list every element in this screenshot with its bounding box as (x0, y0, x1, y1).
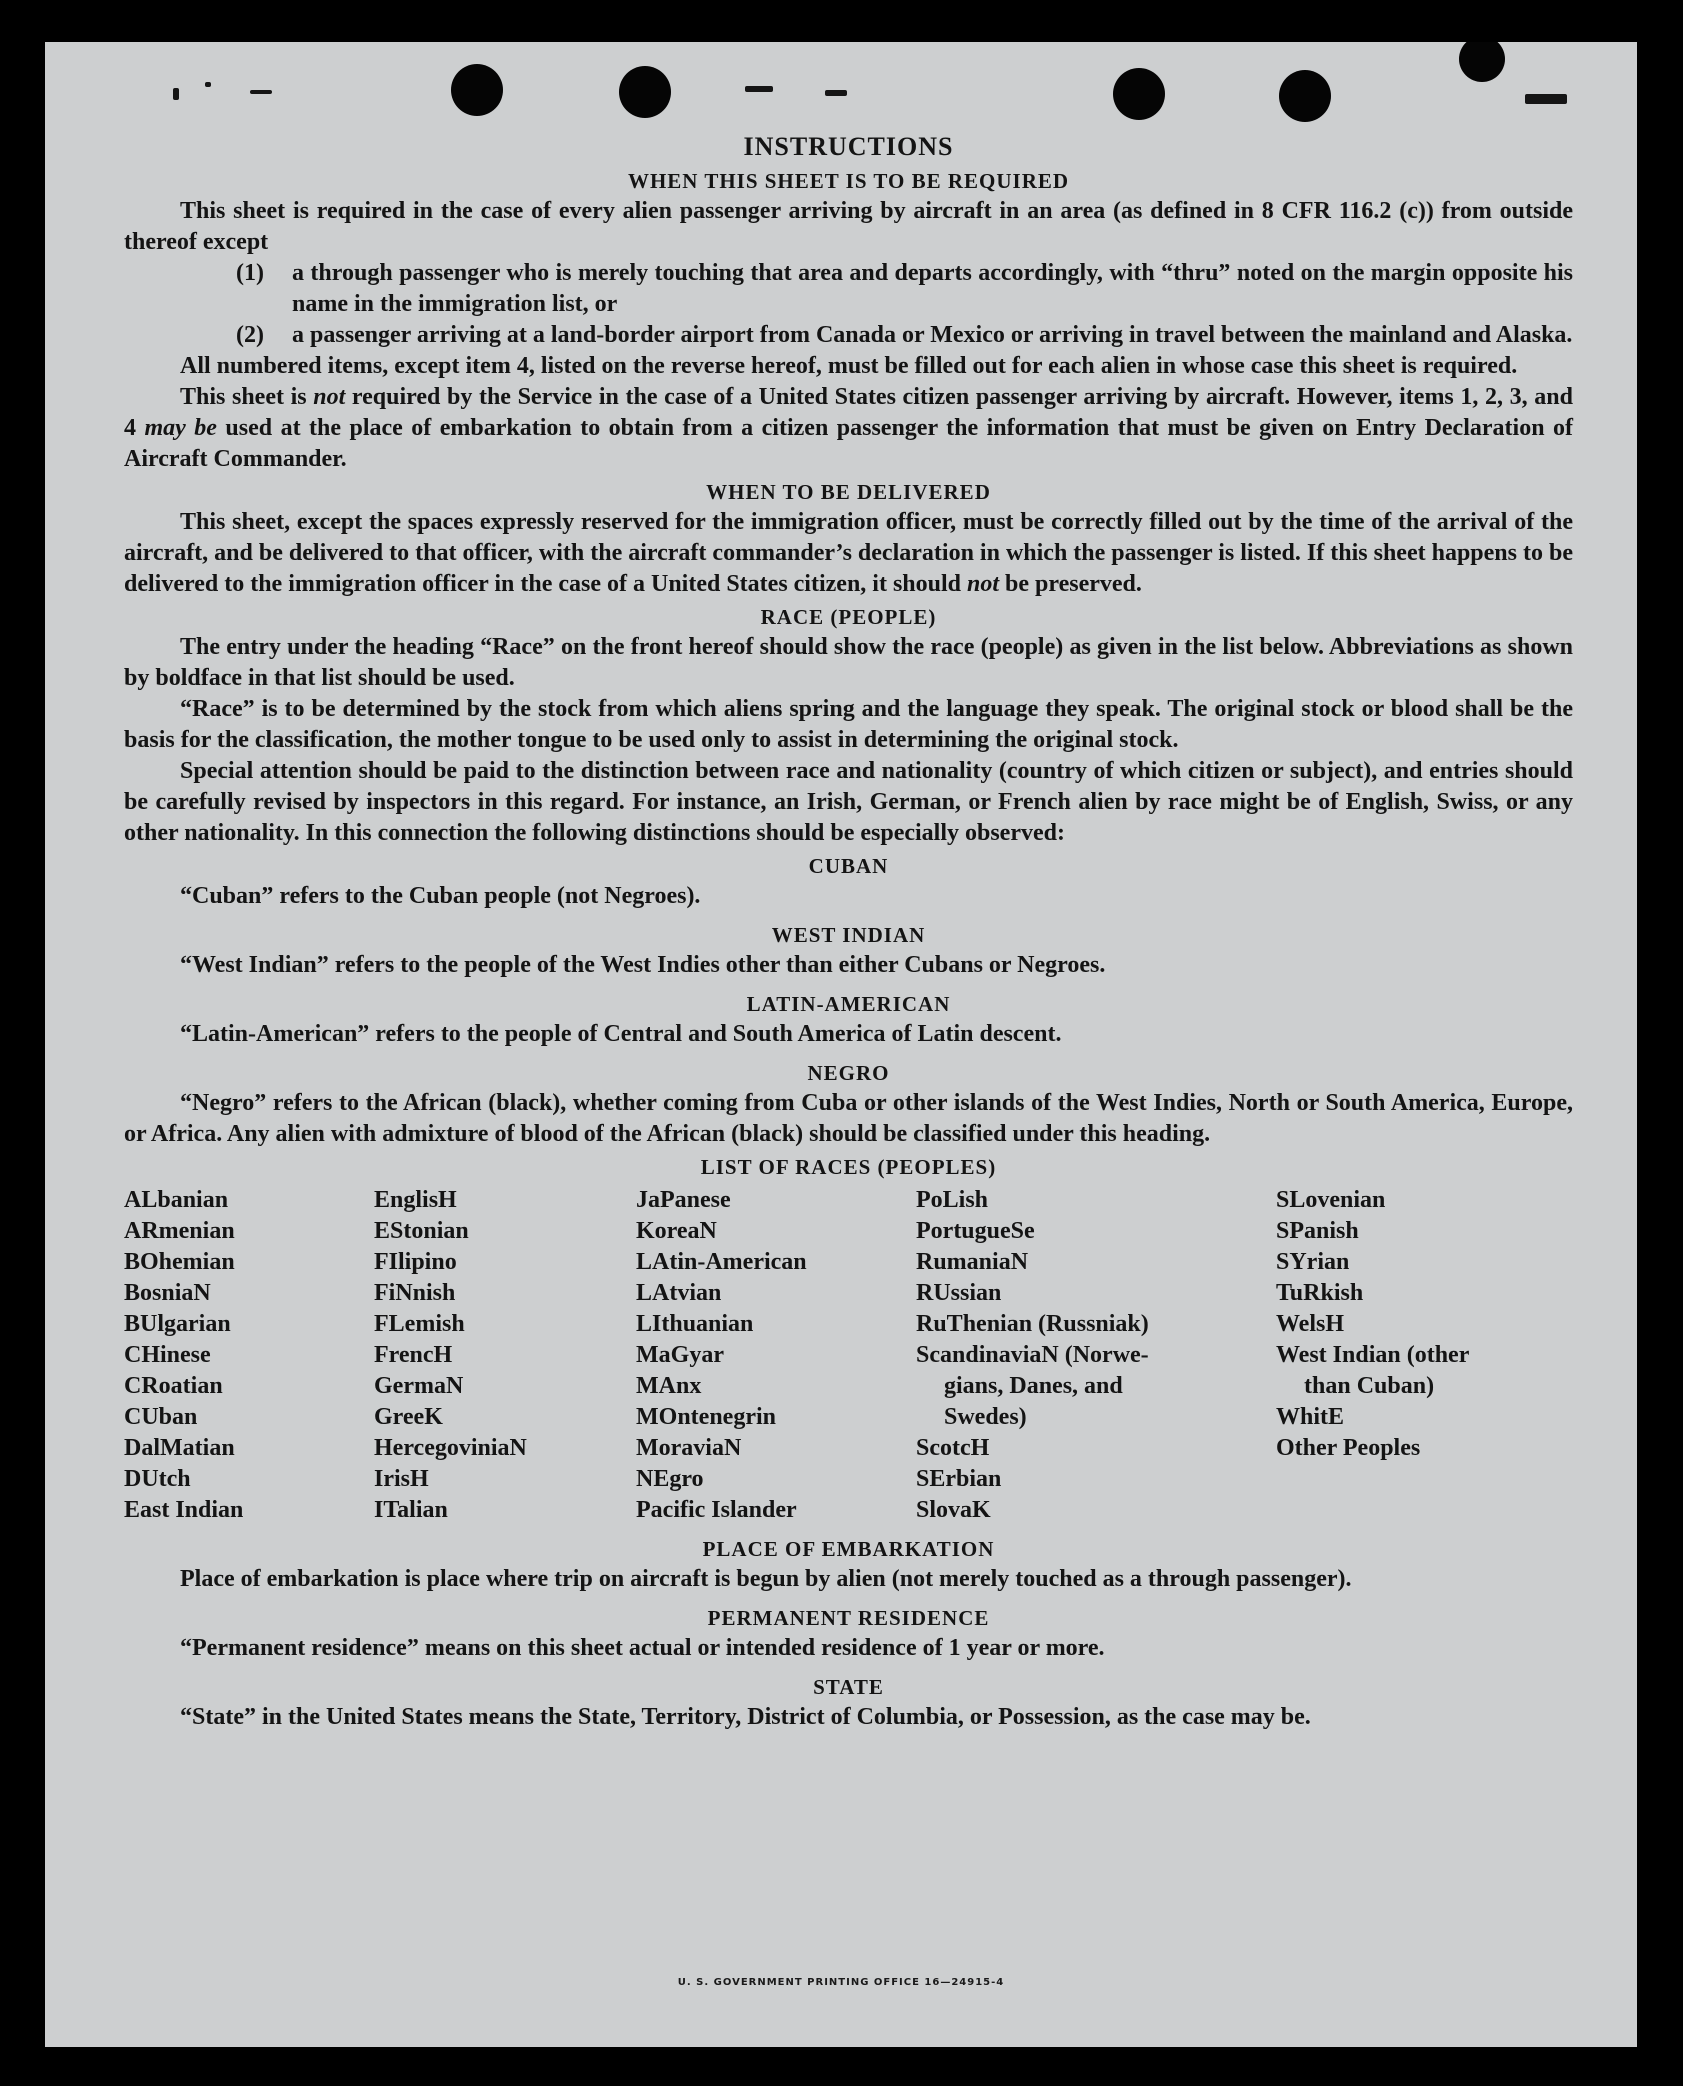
section-heading-state: STATE (813, 1675, 884, 1699)
section-heading-race: RACE (PEOPLE) (760, 605, 937, 629)
section-heading-west-indian: WEST INDIAN (771, 923, 926, 947)
punch-hole (1113, 68, 1165, 120)
race-item: ScotcH (916, 1435, 990, 1461)
race-item: MoraviaN (636, 1435, 742, 1461)
race-item: TuRkish (1276, 1280, 1364, 1306)
section-heading-cuban: CUBAN (808, 854, 889, 878)
race-column-5 (1276, 1185, 1573, 1526)
race-item: NEgro (636, 1466, 704, 1492)
race-item: LAtvian (636, 1280, 722, 1306)
race-item: BOhemian (124, 1249, 235, 1275)
race-paragraph-1: The entry under the heading “Race” on the front hereof should show the race (people) as given in the list below. Abbreviations as shown by boldface in that list should be used. (124, 634, 1573, 691)
section-heading-embarkation: PLACE OF EMBARKATION (702, 1537, 995, 1561)
race-item: GermaN (374, 1373, 464, 1399)
exception-item-1 (236, 258, 1573, 320)
citizen-paragraph: This sheet is not required by the Service in the case of a United States citizen passenger arriving by aircraft. However, items 1, 2, 3, and 4 may be used at the place of embarkation to obtain from a citizen passenger the information that must be given on Entry Declaration of Aircraft Commander. (124, 384, 1574, 472)
list-of-races (124, 1185, 1573, 1526)
race-item: KoreaN (636, 1218, 717, 1244)
race-item: BosniaN (124, 1280, 211, 1306)
race-item: West Indian (other (1276, 1342, 1470, 1368)
punch-hole (451, 64, 503, 116)
ink-speck (250, 90, 272, 94)
race-item-continued: Swedes) (944, 1404, 1027, 1430)
punch-hole (1279, 70, 1331, 122)
section-heading-required: WHEN THIS SHEET IS TO BE REQUIRED (627, 169, 1070, 193)
section-heading-latin-american: LATIN-AMERICAN (746, 992, 951, 1016)
item-text: a passenger arriving at a land-border airport from Canada or Mexico or arriving in travel between the mainland and Alaska. (292, 322, 1573, 348)
race-item: BUlgarian (124, 1311, 231, 1337)
race-item: LAtin-American (636, 1249, 807, 1275)
instructions-content (124, 130, 1573, 1733)
race-item: FrencH (374, 1342, 453, 1368)
cuban-definition: “Cuban” refers to the Cuban people (not Negroes). (180, 883, 701, 909)
race-item: RUssian (916, 1280, 1002, 1306)
race-item-continued: gians, Danes, and (944, 1373, 1123, 1399)
race-item: IrisH (374, 1466, 429, 1492)
section-heading-permanent-residence: PERMANENT RESIDENCE (707, 1606, 990, 1630)
race-item: ALbanian (124, 1187, 229, 1213)
race-item: SErbian (916, 1466, 1002, 1492)
race-item: ITalian (374, 1497, 448, 1523)
race-item: ARmenian (124, 1218, 235, 1244)
race-item: PortugueSe (916, 1218, 1035, 1244)
punch-hole (1459, 42, 1505, 82)
section-heading-list-of-races: LIST OF RACES (PEOPLES) (700, 1155, 997, 1179)
race-item: CHinese (124, 1342, 211, 1368)
race-item: LIthuanian (636, 1311, 754, 1337)
race-item: RuThenian (Russniak) (916, 1311, 1149, 1337)
race-item: CUban (124, 1404, 198, 1430)
race-item: SYrian (1276, 1249, 1350, 1275)
race-column-4 (916, 1185, 1276, 1526)
document-sheet (45, 42, 1637, 2047)
race-item-continued: than Cuban) (1304, 1373, 1435, 1399)
negro-definition: “Negro” refers to the African (black), whether coming from Cuba or other islands of the West Indies, North or South America, Europe, or Africa. Any alien with admixture of blood of the African (black) should be classified under this heading. (124, 1090, 1573, 1147)
race-item: ScandinaviaN (Norwe- (916, 1342, 1149, 1368)
ink-speck (205, 82, 211, 87)
west-indian-definition: “West Indian” refers to the people of the West Indies other than either Cubans or Negroes. (180, 952, 1106, 978)
embarkation-definition: Place of embarkation is place where trip on aircraft is begun by alien (not merely touched as a through passenger). (180, 1566, 1352, 1592)
race-item: CRoatian (124, 1373, 223, 1399)
section-heading-negro: NEGRO (807, 1061, 890, 1085)
latin-american-definition: “Latin-American” refers to the people of Central and South America of Latin descent. (180, 1021, 1062, 1047)
race-item: FiNnish (374, 1280, 456, 1306)
race-item: Other Peoples (1276, 1435, 1421, 1461)
page-title: INSTRUCTIONS (743, 132, 954, 161)
item-text: a through passenger who is merely touching that area and departs accordingly, with “thru” noted on the margin opposite his name in the immigration list, or (292, 260, 1573, 317)
printing-office-footer: U. S. GOVERNMENT PRINTING OFFICE 16—24915-4 (677, 1977, 1005, 1988)
race-item: PoLish (916, 1187, 989, 1213)
race-paragraph-2: “Race” is to be determined by the stock from which aliens spring and the language they speak. The original stock or blood shall be the basis for the classification, the mother tongue to be used only to assist in determining the original stock. (124, 696, 1573, 753)
race-item: SlovaK (916, 1497, 991, 1523)
race-item: MaGyar (636, 1342, 724, 1368)
race-item: Pacific Islander (636, 1497, 797, 1523)
item-number: (1) (236, 260, 264, 286)
race-item: GreeK (374, 1404, 443, 1430)
race-item: HercegoviniaN (374, 1435, 527, 1461)
required-paragraph: This sheet is required in the case of every alien passenger arriving by aircraft in an area (as defined in 8 CFR 116.2 (c)) from outside thereof except (124, 198, 1573, 255)
permanent-residence-definition: “Permanent residence” means on this sheet actual or intended residence of 1 year or more. (180, 1635, 1105, 1661)
ink-speck (173, 88, 179, 100)
race-item: MAnx (636, 1373, 702, 1399)
ink-speck (745, 86, 773, 92)
punch-hole (619, 66, 671, 118)
race-item: FLemish (374, 1311, 465, 1337)
item-number: (2) (236, 322, 264, 348)
race-item: SPanish (1276, 1218, 1359, 1244)
exception-item-2 (236, 320, 1573, 351)
race-item: DUtch (124, 1466, 191, 1492)
race-column-3 (636, 1185, 916, 1526)
race-item: JaPanese (636, 1187, 731, 1213)
state-definition: “State” in the United States means the State, Territory, District of Columbia, or Possession, as the case may be. (180, 1704, 1311, 1730)
race-item: East Indian (124, 1497, 244, 1523)
race-item: RumaniaN (916, 1249, 1029, 1275)
race-item: WelsH (1276, 1311, 1345, 1337)
race-item: EnglisH (374, 1187, 457, 1213)
race-paragraph-3: Special attention should be paid to the distinction between race and nationality (country of which citizen or subject), and entries should be carefully revised by inspectors in this regard. For instance, an Irish, German, or French alien by race might be of English, Swiss, or any other nationality. In this connection the following distinctions should be especially observed: (124, 758, 1573, 846)
ink-speck (1525, 94, 1567, 104)
race-item: WhitE (1276, 1404, 1345, 1430)
race-item: MOntenegrin (636, 1404, 776, 1430)
numbered-items-paragraph: All numbered items, except item 4, listed on the reverse hereof, must be filled out for each alien in whose case this sheet is required. (180, 353, 1518, 379)
race-item: SLovenian (1276, 1187, 1386, 1213)
race-item: FIlipino (374, 1249, 457, 1275)
race-item: EStonian (374, 1218, 469, 1244)
delivered-paragraph: This sheet, except the spaces expressly reserved for the immigration officer, must be correctly filled out by the time of the arrival of the aircraft, and be delivered to that officer, with the aircraft commander’s declaration in which the passenger is listed. If this sheet happens to be delivered to the immigration officer in the case of a United States citizen, it should not be preserved. (124, 509, 1573, 597)
race-column-2 (374, 1185, 636, 1526)
ink-speck (825, 90, 847, 96)
race-column-1 (124, 1185, 374, 1526)
race-item: DalMatian (124, 1435, 235, 1461)
section-heading-delivered: WHEN TO BE DELIVERED (706, 480, 991, 504)
